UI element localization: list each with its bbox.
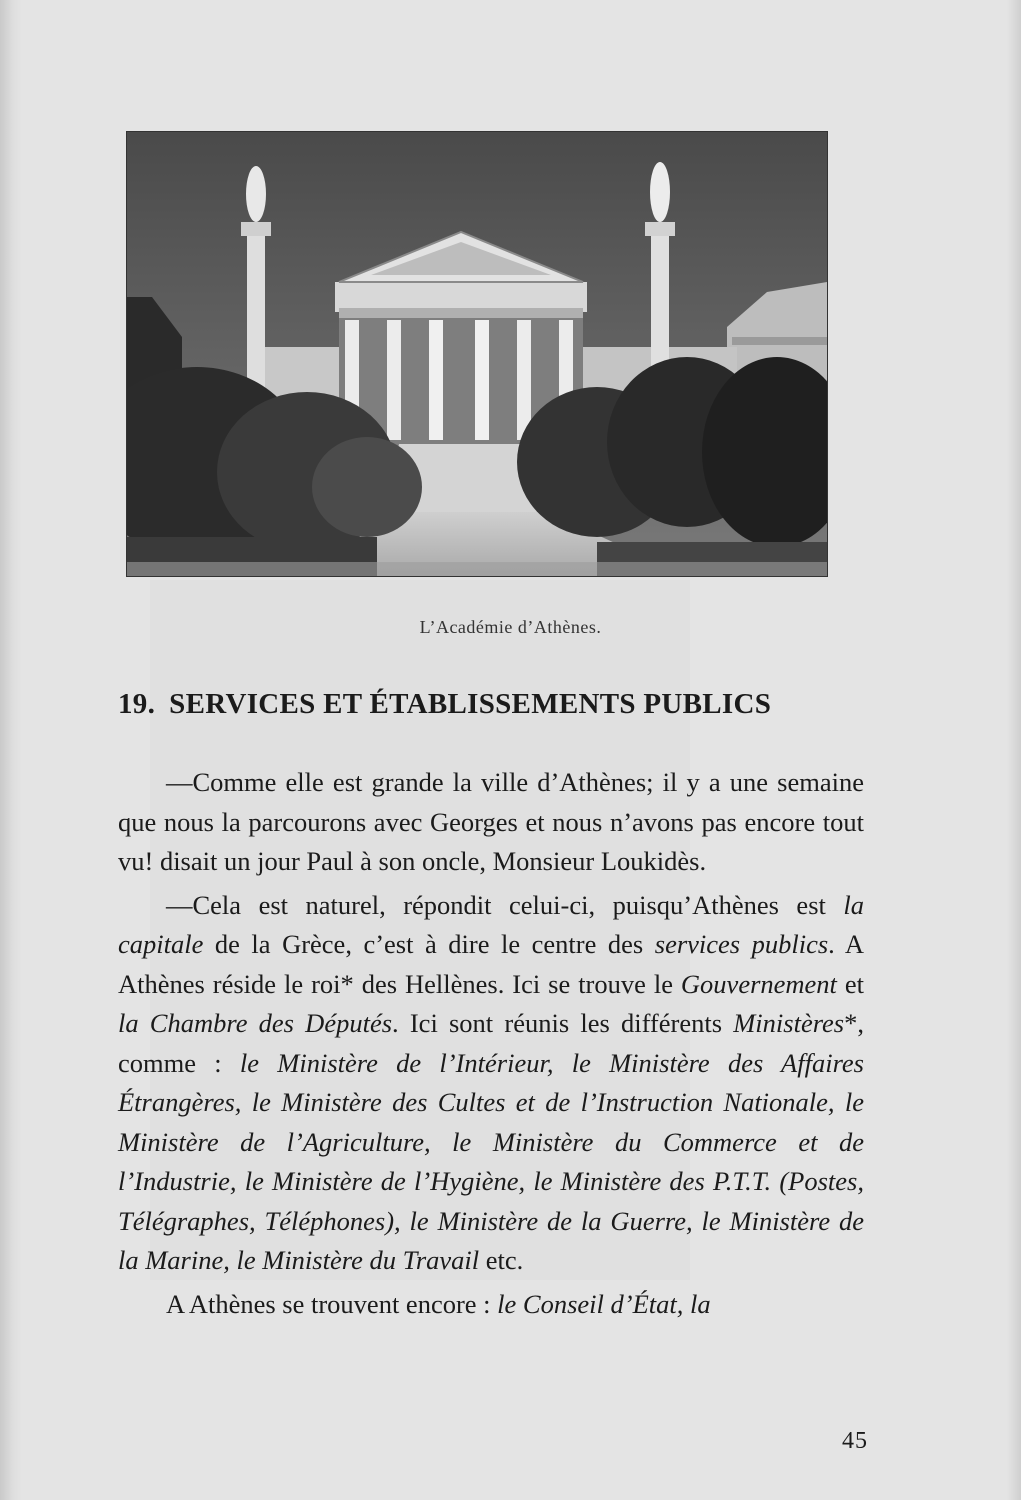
italic-run: Gouvernement xyxy=(680,968,837,999)
italic-run: Ministères xyxy=(733,1008,845,1038)
page-number: 45 xyxy=(842,1428,868,1454)
section-heading xyxy=(118,688,878,721)
text-run: et xyxy=(836,968,864,999)
italic-run: services publics xyxy=(654,929,829,959)
italic-run: la capitale xyxy=(118,889,864,959)
page-binding-edge xyxy=(0,0,22,1500)
page-right-edge xyxy=(1007,0,1021,1500)
text-run: etc. xyxy=(479,1245,524,1275)
text-run: . Ici sont réunis les différents xyxy=(392,1008,734,1038)
paragraph xyxy=(118,1285,864,1325)
section-title: SERVICES ET ÉTABLISSEMENTS PUBLICS xyxy=(169,688,772,720)
italic-run: la Chambre des Députés xyxy=(118,1008,393,1038)
photo-caption: L’Académie d’Athènes. xyxy=(419,617,602,637)
text-run: —Comme elle est grande la ville d’Athènes; il y a une semaine que nous la parcourons avec Georges et nous n’avons pas encore tout vu! disait un jour Paul à son oncle, Monsieur Loukidès. xyxy=(118,767,864,876)
paragraph xyxy=(118,886,864,1281)
text-run: *, comme : xyxy=(118,1008,864,1078)
text-run: de la Grèce, c’est à dire le centre des xyxy=(203,929,655,959)
paragraph xyxy=(118,763,864,882)
body-text xyxy=(118,763,864,1324)
italic-run: le Conseil d’État, la xyxy=(497,1288,711,1319)
text-run: —Cela est naturel, répondit celui-ci, puisqu’Athènes est xyxy=(166,889,844,920)
text-run: A Athènes se trouvent encore : xyxy=(166,1288,498,1319)
section-number: 19. xyxy=(118,688,156,720)
text-run: . A Athènes réside le roi* des Hellènes. Ici se trouve le xyxy=(118,929,864,999)
italic-run: le Ministère de l’Intérieur, le Ministère des Affaires Étrangères, le Ministère des Cultes et de l’Instruction Nationale, le Ministère de l’Agriculture, le Ministère du Commerce et de l’Industrie, le Ministère de l’Hygiène, le Ministère des P.T.T. (Postes, Télégraphes, Téléphones), le Ministère de la Guerre, le Ministère de la Marine, le Ministère du Travail xyxy=(118,1047,864,1275)
academy-photo xyxy=(126,131,828,577)
